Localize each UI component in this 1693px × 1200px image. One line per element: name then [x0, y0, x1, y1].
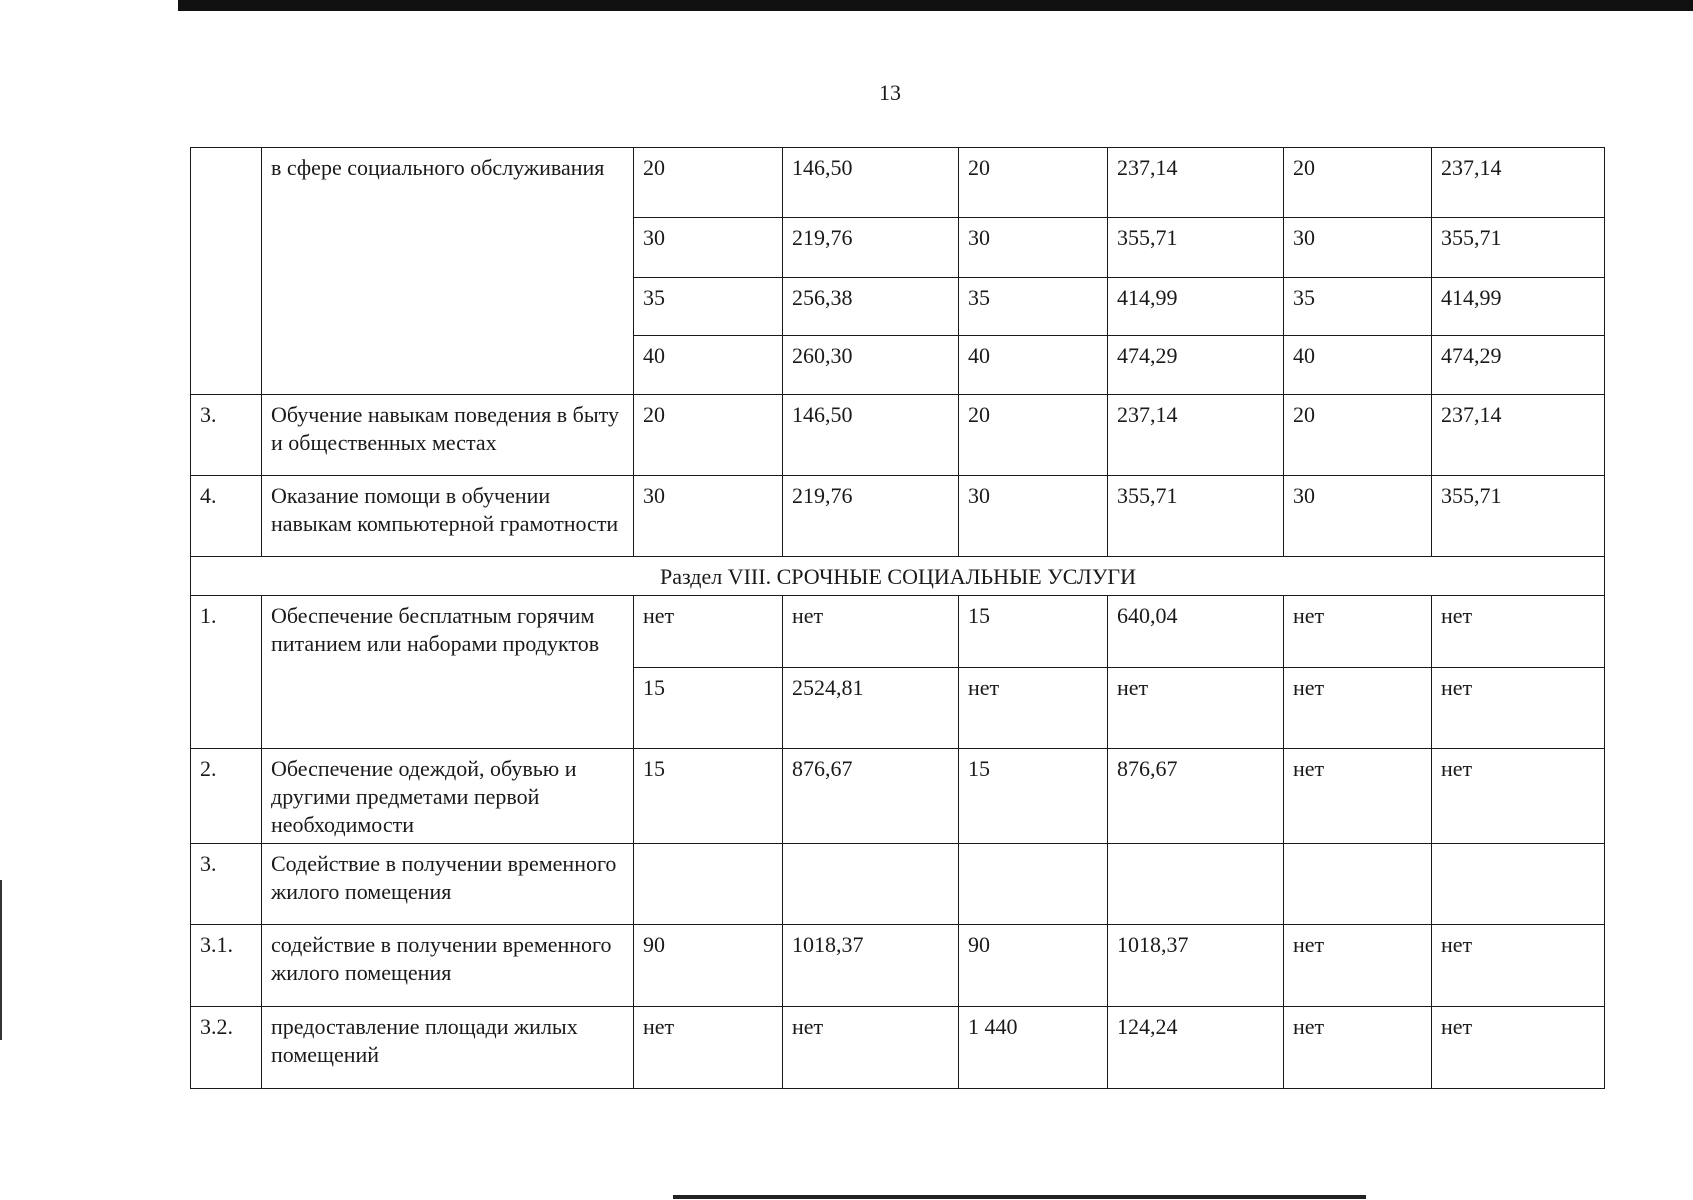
services-table	[190, 147, 1605, 1089]
table-row	[191, 148, 1605, 218]
bottom-border-bar	[673, 1195, 1366, 1199]
value-cell: 20	[1284, 395, 1432, 476]
value-cell: 219,76	[783, 476, 959, 557]
value-cell: 237,14	[1108, 148, 1284, 218]
row-number: 4.	[191, 476, 262, 557]
table-row	[191, 1007, 1605, 1089]
value-cell: 40	[959, 336, 1108, 395]
value-cell: нет	[1108, 668, 1284, 749]
row-number	[191, 148, 262, 395]
value-cell: 15	[634, 749, 783, 844]
value-cell: 35	[1284, 278, 1432, 336]
value-cell	[634, 844, 783, 925]
page-number: 13	[879, 80, 901, 105]
value-cell: 35	[959, 278, 1108, 336]
table-row	[191, 476, 1605, 557]
value-cell: 30	[1284, 476, 1432, 557]
value-cell: 474,29	[1432, 336, 1605, 395]
value-cell: нет	[783, 1007, 959, 1089]
value-cell: 90	[959, 925, 1108, 1007]
table-row	[191, 596, 1605, 668]
value-cell	[783, 844, 959, 925]
value-cell: 20	[959, 148, 1108, 218]
value-cell: 474,29	[1108, 336, 1284, 395]
table-row	[191, 844, 1605, 925]
service-name: Содействие в получении временного жилого помещения	[262, 844, 634, 925]
row-number: 3.	[191, 844, 262, 925]
value-cell: 237,14	[1432, 148, 1605, 218]
value-cell: 20	[1284, 148, 1432, 218]
value-cell	[1108, 844, 1284, 925]
value-cell: 414,99	[1108, 278, 1284, 336]
service-name: Обеспечение бесплатным горячим питанием или наборами продуктов	[262, 596, 634, 749]
row-number: 2.	[191, 749, 262, 844]
value-cell: 30	[634, 218, 783, 278]
row-number: 3.2.	[191, 1007, 262, 1089]
value-cell: 355,71	[1432, 218, 1605, 278]
section-title: Раздел VIII. СРОЧНЫЕ СОЦИАЛЬНЫЕ УСЛУГИ	[191, 557, 1605, 596]
service-name: в сфере социального обслуживания	[262, 148, 634, 395]
value-cell: 30	[959, 218, 1108, 278]
table-row	[191, 395, 1605, 476]
value-cell: нет	[1284, 925, 1432, 1007]
value-cell: нет	[1432, 596, 1605, 668]
value-cell: 90	[634, 925, 783, 1007]
service-name: Обучение навыкам поведения в быту и общественных местах	[262, 395, 634, 476]
value-cell: 640,04	[1108, 596, 1284, 668]
value-cell: 1 440	[959, 1007, 1108, 1089]
service-name: предоставление площади жилых помещений	[262, 1007, 634, 1089]
value-cell: нет	[959, 668, 1108, 749]
value-cell: 20	[634, 148, 783, 218]
value-cell: 20	[959, 395, 1108, 476]
value-cell: 124,24	[1108, 1007, 1284, 1089]
service-name: Оказание помощи в обучении навыкам компьютерной грамотности	[262, 476, 634, 557]
value-cell: нет	[1432, 1007, 1605, 1089]
table-row	[191, 749, 1605, 844]
value-cell: 40	[634, 336, 783, 395]
value-cell: нет	[783, 596, 959, 668]
row-number: 3.1.	[191, 925, 262, 1007]
value-cell: 260,30	[783, 336, 959, 395]
value-cell	[959, 844, 1108, 925]
value-cell: 146,50	[783, 395, 959, 476]
value-cell: 20	[634, 395, 783, 476]
value-cell: нет	[1284, 596, 1432, 668]
value-cell: нет	[1432, 668, 1605, 749]
value-cell: нет	[1284, 749, 1432, 844]
row-number: 3.	[191, 395, 262, 476]
value-cell: нет	[1432, 749, 1605, 844]
top-border-bar	[178, 0, 1693, 11]
row-number: 1.	[191, 596, 262, 749]
value-cell: 256,38	[783, 278, 959, 336]
value-cell: 40	[1284, 336, 1432, 395]
value-cell: 414,99	[1432, 278, 1605, 336]
value-cell: 355,71	[1108, 476, 1284, 557]
value-cell: нет	[634, 596, 783, 668]
value-cell: 30	[1284, 218, 1432, 278]
value-cell: 237,14	[1432, 395, 1605, 476]
section-row	[191, 557, 1605, 596]
value-cell	[1432, 844, 1605, 925]
value-cell: 15	[959, 749, 1108, 844]
value-cell: нет	[634, 1007, 783, 1089]
value-cell: нет	[1432, 925, 1605, 1007]
value-cell: 237,14	[1108, 395, 1284, 476]
value-cell: 15	[959, 596, 1108, 668]
value-cell: нет	[1284, 1007, 1432, 1089]
value-cell: 146,50	[783, 148, 959, 218]
value-cell: 35	[634, 278, 783, 336]
value-cell: 876,67	[783, 749, 959, 844]
value-cell: нет	[1284, 668, 1432, 749]
service-name: Обеспечение одеждой, обувью и другими предметами первой необходимости	[262, 749, 634, 844]
value-cell	[1284, 844, 1432, 925]
value-cell: 355,71	[1108, 218, 1284, 278]
scan-margin-mark	[0, 880, 2, 1040]
service-name: содействие в получении временного жилого помещения	[262, 925, 634, 1007]
value-cell: 30	[959, 476, 1108, 557]
table-row	[191, 925, 1605, 1007]
value-cell: 30	[634, 476, 783, 557]
value-cell: 219,76	[783, 218, 959, 278]
value-cell: 2524,81	[783, 668, 959, 749]
value-cell: 15	[634, 668, 783, 749]
value-cell: 355,71	[1432, 476, 1605, 557]
value-cell: 1018,37	[783, 925, 959, 1007]
value-cell: 1018,37	[1108, 925, 1284, 1007]
value-cell: 876,67	[1108, 749, 1284, 844]
